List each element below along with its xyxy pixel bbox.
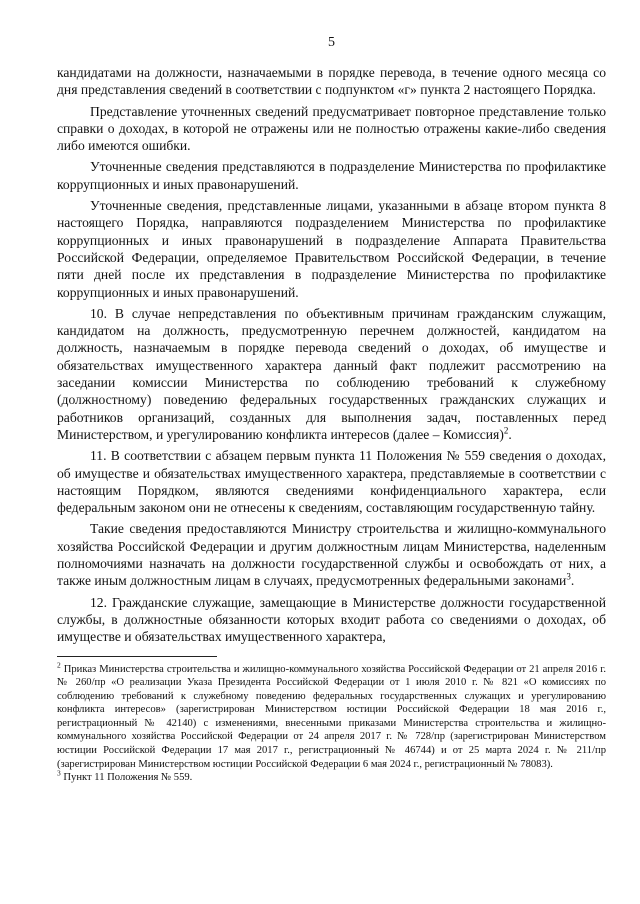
footnote-text: Приказ Министерства строительства и жилищно-коммунального хозяйства Российской Федерации от 21 апреля 2016 г. № 260/пр «О реализации Указа Президента Российской Федерации от 1 июля 2010 г. № 821 «О комиссиях по соблюдению требований к служебному поведению федеральных государственных служащих и урегулированию конфликта интересов» (зарегистрирован Министерством юстиции Российской Федерации 18 мая 2016 г., регистрационный № 42140) с изменениями, внесенными приказами Министерства строительства и жилищно-коммунального хозяйства Российской Федерации от 24 апреля 2017 г. № 728/пр (зарегистрирован Министерством юстиции Российской Федерации 17 мая 2017 г., регистрационный № 46744) и от 25 марта 2024 г. № 211/пр (зарегистрирован Министерством юстиции Российской Федерации 6 мая 2024 г., регистрационный № 78083). xyxy=(57,663,607,770)
page-number: 5 xyxy=(328,35,335,50)
paragraph-12: 12. Гражданские служащие, замещающие в Министерстве должности государственной службы, в должностные обязанности которых входит работа со сведениями о доходах, об имуществе и обязательствах имущественного характера, xyxy=(57,594,606,645)
footnote-mark: 3 xyxy=(57,768,61,778)
sentence-period: . xyxy=(508,426,512,442)
footnote-mark: 2 xyxy=(57,659,61,669)
paragraph-10 xyxy=(57,305,606,443)
footnote xyxy=(57,659,607,772)
paragraph: Уточненные сведения, представленные лицами, указанными в абзаце втором пункта 8 настоящего Порядка, направляются подразделением Министерства по профилактике коррупционных и иных правонарушений в подразделение Аппарата Правительства Российской Федерации, определяемое Правительством Российской Федерации, в течение пяти дней после их представления в подразделение Министерства по профилактике коррупционных и иных правонарушений. xyxy=(57,198,606,300)
footnotes xyxy=(57,659,607,785)
paragraph: кандидатами на должности, назначаемыми в порядке перевода, в течение одного месяца со дня представления сведений в соответствии с подпунктом «г» пункта 2 настоящего Порядка. xyxy=(57,65,606,98)
sentence-period: . xyxy=(570,573,575,589)
document-body xyxy=(57,64,606,646)
footnote-reference: 3 xyxy=(566,571,571,582)
paragraph-text: 10. В случае непредставления по объективным причинам гражданским служащим, кандидатом на должность, предусмотренную перечнем должностей, кандидатом на должность, назначаемым в порядке перевода сведений о доходах, об имуществе и обязательствах имущественного характера данный факт подлежит рассмотрению на заседании комиссии Министерства по соблюдению требований к служебному (должностному) поведению федеральных государственных гражданских служащих и работников организаций, созданных для выполнения задач, поставленных перед Министерством, и урегулированию конфликта интересов (далее – Комиссия) xyxy=(57,305,606,442)
footnote-text: Пункт 11 Положения № 559. xyxy=(63,772,193,784)
paragraph-11: 11. В соответствии с абзацем первым пункта 11 Положения № 559 сведения о доходах, об имуществе и обязательствах имущественного характера, представляемые в соответствии с настоящим Порядком, являются сведениями конфиденциального характера, если федеральным законом они не отнесены к сведениям, составляющим государственную тайну. xyxy=(57,448,606,516)
paragraph: Уточненные сведения представляются в подразделение Министерства по профилактике коррупционных и иных правонарушений. xyxy=(57,159,606,192)
footnote-reference: 2 xyxy=(503,425,509,436)
paragraph-text: Такие сведения предоставляются Министру строительства и жилищно-коммунального хозяйства Российской Федерации и другим должностным лицам Министерства, наделенным полномочиями назначать на должности государственной службы и освобождать от них, а также иным должностным лицам в случаях, предусмотренных федеральными законами xyxy=(57,521,606,589)
paragraph xyxy=(57,520,606,589)
footnote xyxy=(57,768,606,785)
paragraph: Представление уточненных сведений предусматривает повторное представление только справки о доходах, в которой не отражены или не полностью отражены какие-либо сведения либо имеются ошибки. xyxy=(57,103,606,154)
footnote-separator xyxy=(57,656,217,657)
